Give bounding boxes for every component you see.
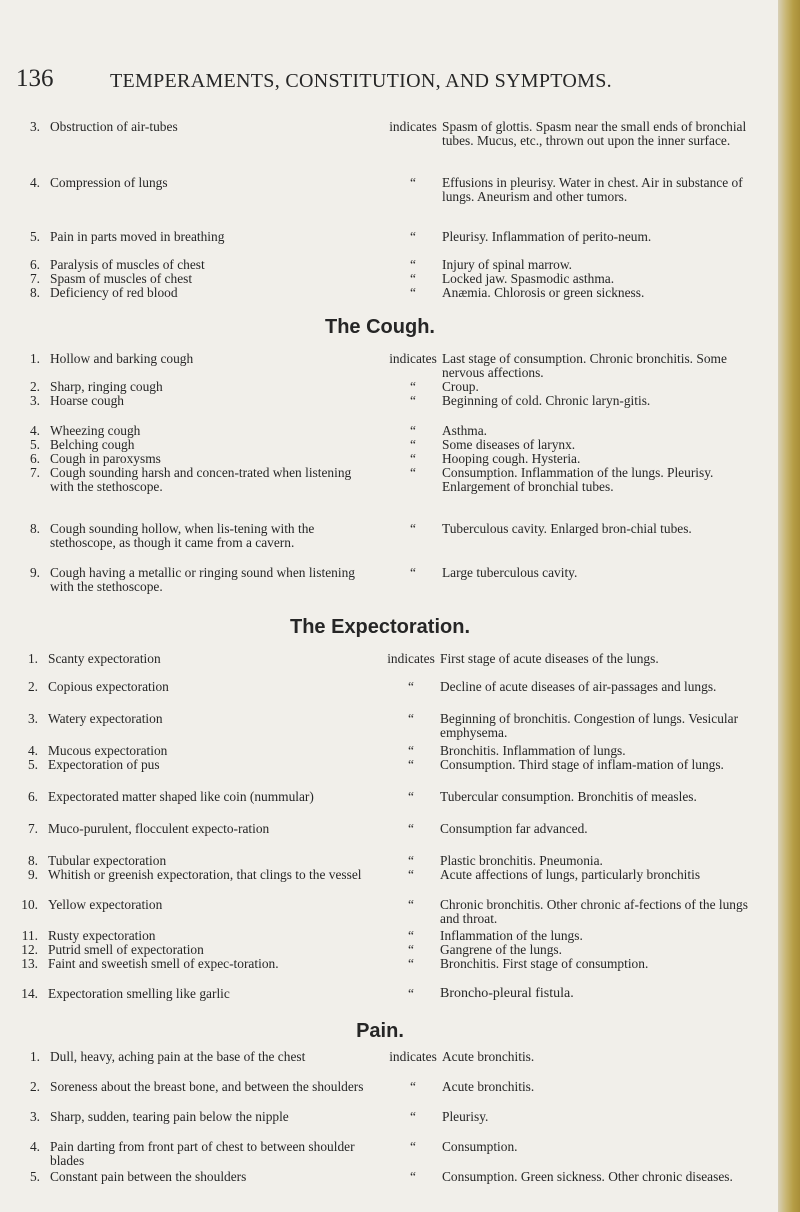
item-number: 1.	[27, 651, 38, 666]
item-number: 1.	[29, 351, 40, 366]
item-number: 13.	[21, 956, 38, 971]
item-symptom: Last stage of consumption. Chronic bronchitis. Some nervous affections.	[442, 351, 727, 380]
section-heading: Pain.	[356, 1020, 404, 1042]
item-condition: Cough having a metallic or ringing sound when listening with the stethoscope.	[50, 565, 355, 594]
item-symptom: Decline of acute diseases of air-passages and lungs.	[440, 679, 717, 694]
item-number: 12.	[21, 942, 38, 957]
item-condition: Sharp, sudden, tearing pain below the nipple	[50, 1109, 289, 1124]
item-number: 3.	[29, 1109, 40, 1124]
item-symptom: Consumption far advanced.	[440, 821, 588, 836]
item-indicates: “	[410, 271, 416, 286]
item-number: 2.	[29, 1079, 40, 1094]
item-number: 4.	[29, 423, 40, 438]
item-condition: Wheezing cough	[50, 423, 141, 438]
page-edge	[778, 0, 800, 1212]
item-symptom: Croup.	[442, 379, 479, 394]
item-number: 7.	[29, 271, 40, 286]
section-heading: The Expectoration.	[289, 616, 471, 638]
item-number: 6.	[29, 257, 40, 272]
item-symptom: First stage of acute diseases of the lungs.	[440, 651, 659, 666]
item-condition: Sharp, ringing cough	[50, 379, 163, 394]
item-symptom: Injury of spinal marrow.	[442, 257, 573, 272]
item-symptom: Some diseases of larynx.	[442, 437, 576, 452]
item-number: 9.	[29, 565, 40, 580]
item-indicates: “	[408, 928, 414, 943]
item-condition: Spasm of muscles of chest	[50, 271, 193, 286]
item-condition: Deficiency of red blood	[50, 285, 178, 300]
item-number: 7.	[27, 821, 38, 836]
item-indicates: “	[408, 789, 414, 804]
page-number: 136	[16, 65, 54, 92]
item-indicates: “	[408, 711, 414, 726]
item-number: 5.	[29, 1169, 40, 1184]
item-indicates: “	[408, 897, 414, 912]
item-condition: Tubular expectoration	[48, 853, 167, 868]
item-condition: Copious expectoration	[48, 679, 169, 694]
item-condition: Expectorated matter shaped like coin (nummular)	[48, 789, 314, 804]
item-symptom: Consumption. Third stage of inflam-mation of lungs.	[440, 757, 724, 772]
item-indicates: “	[410, 565, 416, 580]
item-condition: Paralysis of muscles of chest	[50, 257, 205, 272]
item-indicates: “	[410, 1139, 416, 1154]
item-condition: Hollow and barking cough	[50, 351, 194, 366]
item-number: 7.	[29, 465, 40, 480]
item-indicates: “	[408, 956, 414, 971]
item-symptom: Spasm of glottis. Spasm near the small ends of bronchial tubes. Mucus, etc., thrown out upon the inner surface.	[442, 119, 747, 148]
item-number: 4.	[29, 175, 40, 190]
item-condition: Soreness about the breast bone, and between the shoulders	[50, 1079, 364, 1094]
item-condition: Cough sounding hollow, when lis-tening with the stethoscope, as though it came from a cavern.	[50, 521, 315, 550]
item-condition: Pain darting from front part of chest to between shoulder blades	[50, 1139, 355, 1168]
item-symptom: Acute bronchitis.	[442, 1049, 535, 1064]
item-indicates: “	[410, 465, 416, 480]
item-symptom: Broncho-pleural fistula.	[440, 986, 574, 1001]
item-number: 6.	[27, 789, 38, 804]
item-indicates: indicates	[389, 351, 437, 366]
item-number: 2.	[27, 679, 38, 694]
item-indicates: “	[410, 1079, 416, 1094]
item-symptom: Tuberculous cavity. Enlarged bron-chial tubes.	[442, 521, 692, 536]
item-condition: Pain in parts moved in breathing	[50, 229, 225, 244]
item-indicates: “	[410, 1109, 416, 1124]
item-symptom: Beginning of bronchitis. Congestion of lungs. Vesicular emphysema.	[440, 711, 739, 740]
item-indicates: “	[410, 393, 416, 408]
item-symptom: Plastic bronchitis. Pneumonia.	[440, 853, 603, 868]
item-number: 1.	[29, 1049, 40, 1064]
item-indicates: “	[408, 867, 414, 882]
item-symptom: Pleurisy.	[442, 1109, 489, 1124]
item-indicates: “	[408, 986, 414, 1001]
item-symptom: Pleurisy. Inflammation of perito-neum.	[442, 229, 652, 244]
item-symptom: Consumption. Inflammation of the lungs. Pleurisy. Enlargement of bronchial tubes.	[442, 465, 714, 494]
item-number: 8.	[29, 521, 40, 536]
item-condition: Belching cough	[50, 437, 135, 452]
item-number: 14.	[21, 986, 38, 1001]
item-symptom: Beginning of cold. Chronic laryn-gitis.	[442, 393, 651, 408]
item-number: 5.	[29, 437, 40, 452]
item-symptom: Acute affections of lungs, particularly bronchitis	[440, 867, 701, 882]
item-number: 6.	[29, 451, 40, 466]
item-condition: Obstruction of air-tubes	[50, 119, 178, 134]
item-number: 11.	[21, 928, 38, 943]
item-condition: Mucous expectoration	[48, 743, 168, 758]
item-number: 4.	[27, 743, 38, 758]
item-condition: Compression of lungs	[50, 175, 168, 190]
item-symptom: Locked jaw. Spasmodic asthma.	[442, 271, 615, 286]
item-condition: Dull, heavy, aching pain at the base of the chest	[50, 1049, 306, 1064]
item-number: 8.	[27, 853, 38, 868]
item-indicates: indicates	[389, 1049, 437, 1064]
item-number: 9.	[27, 867, 38, 882]
item-symptom: Asthma.	[442, 423, 488, 438]
item-condition: Whitish or greenish expectoration, that clings to the vessel	[48, 867, 362, 882]
item-condition: Constant pain between the shoulders	[50, 1169, 247, 1184]
item-condition: Watery expectoration	[48, 711, 163, 726]
item-indicates: “	[410, 257, 416, 272]
item-indicates: “	[408, 757, 414, 772]
item-number: 2.	[29, 379, 40, 394]
item-indicates: “	[410, 229, 416, 244]
item-indicates: “	[410, 437, 416, 452]
item-indicates: “	[408, 679, 414, 694]
item-indicates: indicates	[387, 651, 435, 666]
item-condition: Muco-purulent, flocculent expecto-ration	[48, 821, 270, 836]
item-symptom: Effusions in pleurisy. Water in chest. Air in substance of lungs. Aneurism and other tumors.	[442, 175, 743, 204]
item-symptom: Large tuberculous cavity.	[442, 565, 578, 580]
item-condition: Hoarse cough	[50, 393, 124, 408]
item-indicates: “	[410, 451, 416, 466]
item-indicates: “	[410, 423, 416, 438]
item-condition: Scanty expectoration	[48, 651, 161, 666]
item-condition: Cough sounding harsh and concen-trated when listening with the stethoscope.	[50, 465, 352, 494]
item-symptom: Acute bronchitis.	[442, 1079, 535, 1094]
item-symptom: Bronchitis. First stage of consumption.	[440, 956, 649, 971]
item-symptom: Consumption. Green sickness. Other chronic diseases.	[442, 1169, 733, 1184]
running-head: TEMPERAMENTS, CONSTITUTION, AND SYMPTOMS.	[110, 70, 612, 92]
item-number: 10.	[21, 897, 38, 912]
item-indicates: “	[410, 1169, 416, 1184]
item-number: 3.	[27, 711, 38, 726]
item-indicates: “	[410, 175, 416, 190]
item-symptom: Consumption.	[442, 1139, 518, 1154]
item-indicates: “	[408, 821, 414, 836]
item-symptom: Inflammation of the lungs.	[440, 928, 583, 943]
item-number: 5.	[29, 229, 40, 244]
item-number: 4.	[29, 1139, 40, 1154]
item-condition: Putrid smell of expectoration	[48, 942, 204, 957]
item-condition: Expectoration of pus	[48, 757, 160, 772]
section-heading: The Cough.	[325, 316, 435, 338]
item-condition: Expectoration smelling like garlic	[48, 986, 230, 1001]
item-number: 3.	[29, 119, 40, 134]
item-indicates: “	[410, 379, 416, 394]
item-indicates: “	[408, 743, 414, 758]
item-symptom: Gangrene of the lungs.	[440, 942, 562, 957]
item-symptom: Chronic bronchitis. Other chronic af-fections of the lungs and throat.	[440, 897, 748, 926]
item-condition: Faint and sweetish smell of expec-toration.	[48, 956, 279, 971]
item-indicates: “	[410, 285, 416, 300]
item-symptom: Anæmia. Chlorosis or green sickness.	[442, 285, 645, 300]
item-condition: Cough in paroxysms	[50, 451, 161, 466]
item-symptom: Bronchitis. Inflammation of lungs.	[440, 743, 626, 758]
item-number: 8.	[29, 285, 40, 300]
item-indicates: indicates	[389, 119, 437, 134]
item-symptom: Tubercular consumption. Bronchitis of measles.	[440, 789, 697, 804]
item-indicates: “	[410, 521, 416, 536]
item-indicates: “	[408, 853, 414, 868]
item-indicates: “	[408, 942, 414, 957]
item-condition: Rusty expectoration	[48, 928, 156, 943]
item-symptom: Hooping cough. Hysteria.	[442, 451, 581, 466]
item-condition: Yellow expectoration	[48, 897, 163, 912]
item-number: 5.	[27, 757, 38, 772]
item-number: 3.	[29, 393, 40, 408]
